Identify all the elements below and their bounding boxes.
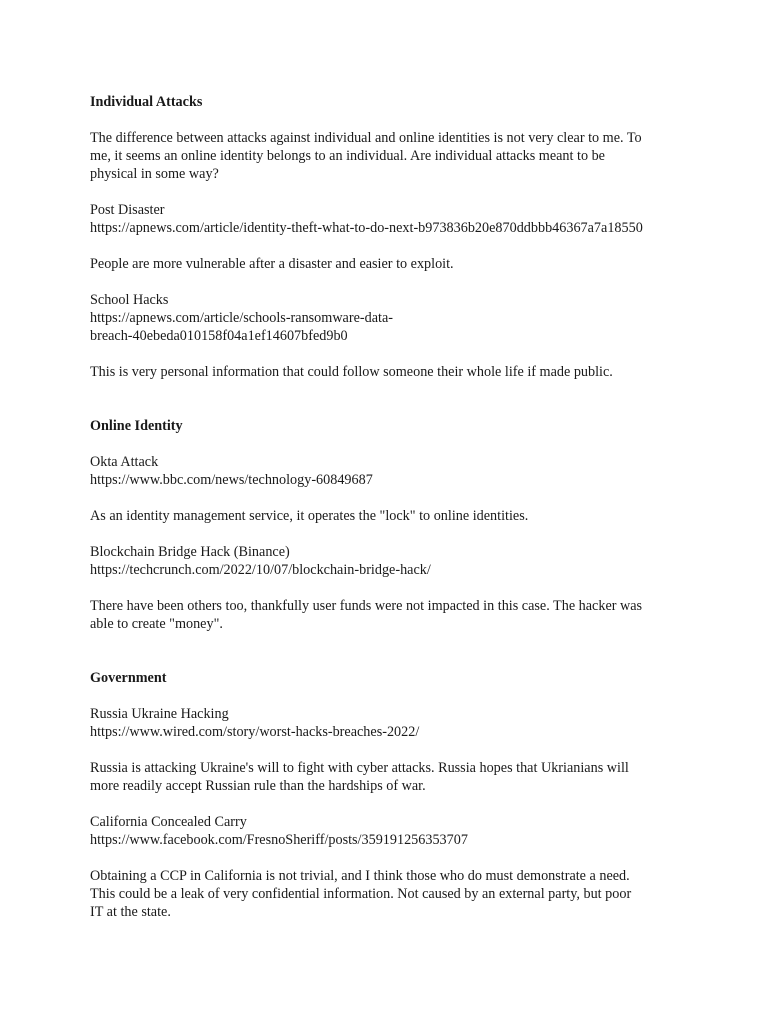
item-title: Post Disaster [90, 202, 165, 218]
section-heading: Online Identity [90, 418, 183, 434]
item-link[interactable]: https://apnews.com/article/identity-theft-what-to-do-next-b973836b20e870ddbbb46367a7a18550 [90, 220, 643, 236]
intro-line: The difference between attacks against individual and online identities is not very clear to me. To [90, 130, 642, 146]
section-heading: Individual Attacks [90, 94, 203, 110]
item-link[interactable]: https://apnews.com/article/schools-ransomware-data- [90, 310, 393, 326]
item-comment [90, 867, 690, 921]
item-comment [90, 507, 690, 525]
item-comment [90, 759, 690, 795]
intro-line: me, it seems an online identity belongs to an individual. Are individual attacks meant to be [90, 148, 605, 164]
comment-line: more readily accept Russian rule than the hardships of war. [90, 778, 426, 794]
item-link[interactable]: https://www.bbc.com/news/technology-60849687 [90, 472, 373, 488]
item-title: California Concealed Carry [90, 814, 247, 830]
item-link[interactable]: https://www.facebook.com/FresnoSheriff/posts/359191256353707 [90, 832, 468, 848]
item-link[interactable]: breach-40ebeda010158f04a1ef14607bfed9b0 [90, 328, 348, 344]
item-blockchain-bridge-hack [90, 543, 690, 579]
item-okta-attack [90, 453, 690, 489]
item-link[interactable]: https://techcrunch.com/2022/10/07/blockchain-bridge-hack/ [90, 562, 431, 578]
item-title: Blockchain Bridge Hack (Binance) [90, 544, 290, 560]
item-comment [90, 255, 690, 273]
intro-line: physical in some way? [90, 166, 219, 182]
section-intro [90, 129, 690, 183]
item-link[interactable]: https://www.wired.com/story/worst-hacks-breaches-2022/ [90, 724, 420, 740]
comment-line: able to create "money". [90, 616, 223, 632]
item-title: Okta Attack [90, 454, 159, 470]
comment-line: IT at the state. [90, 904, 171, 920]
comment-line: There have been others too, thankfully user funds were not impacted in this case. The hacker was [90, 598, 643, 614]
item-post-disaster [90, 201, 690, 237]
item-comment [90, 363, 690, 381]
document-page [90, 93, 690, 957]
item-title: School Hacks [90, 292, 169, 308]
section-online-identity [90, 417, 690, 633]
item-title: Russia Ukraine Hacking [90, 706, 229, 722]
comment-line: Obtaining a CCP in California is not trivial, and I think those who do must demonstrate a need. [90, 868, 630, 884]
item-russia-ukraine-hacking [90, 705, 690, 741]
item-california-concealed-carry [90, 813, 690, 849]
item-comment [90, 597, 690, 633]
comment-line: People are more vulnerable after a disaster and easier to exploit. [90, 256, 454, 272]
comment-line: As an identity management service, it operates the "lock" to online identities. [90, 508, 529, 524]
section-heading: Government [90, 670, 167, 686]
comment-line: This could be a leak of very confidential information. Not caused by an external party, but poor [90, 886, 632, 902]
item-school-hacks [90, 291, 690, 345]
section-individual-attacks [90, 93, 690, 381]
section-government [90, 669, 690, 921]
comment-line: Russia is attacking Ukraine's will to fight with cyber attacks. Russia hopes that Ukrianians will [90, 760, 629, 776]
comment-line: This is very personal information that could follow someone their whole life if made public. [90, 364, 613, 380]
